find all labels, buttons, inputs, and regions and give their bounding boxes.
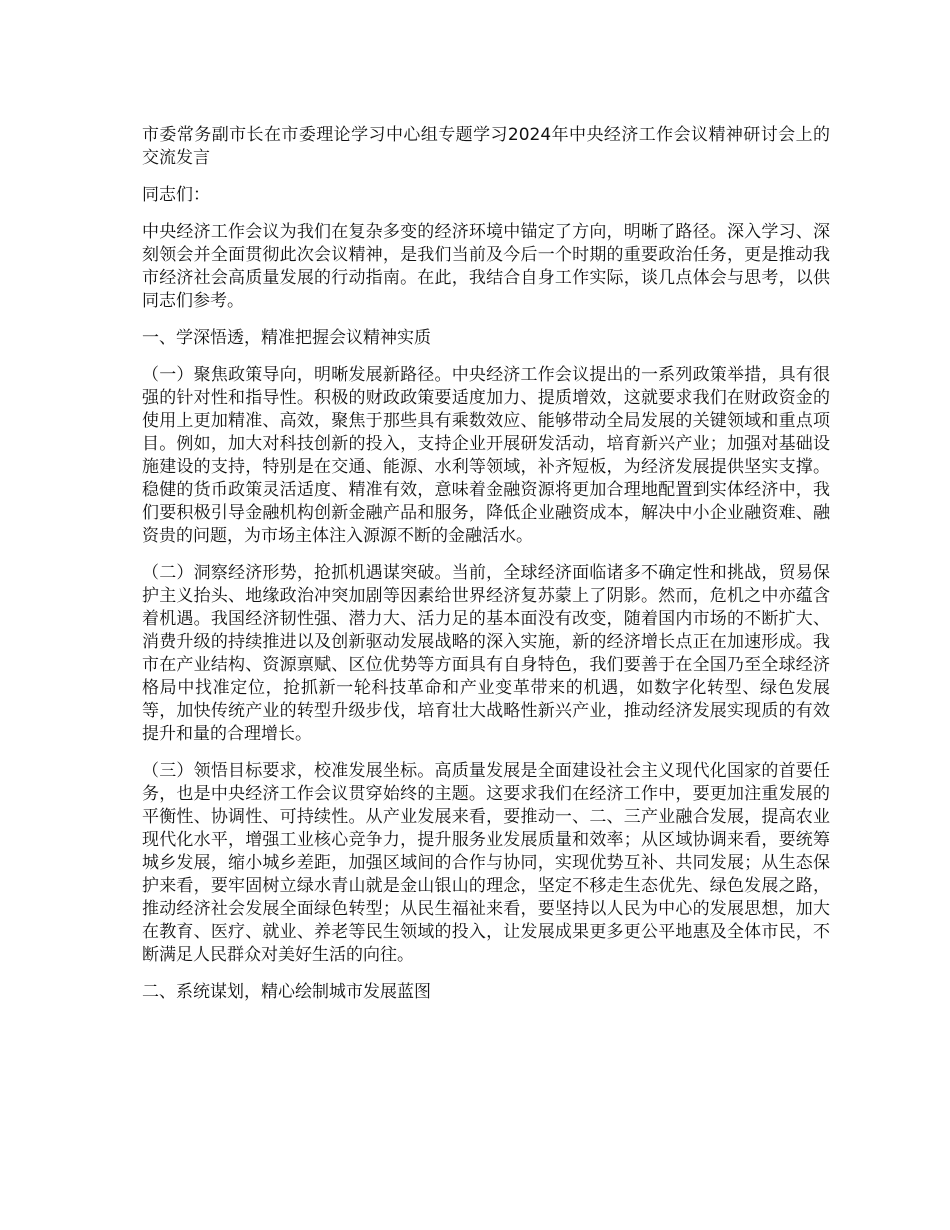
section-2-heading: 二、系统谋划，精心绘制城市发展蓝图 — [142, 982, 431, 1002]
intro-paragraph: 中央经济工作会议为我们在复杂多变的经济环境中锚定了方向，明晰了路径。深入学习、深刻领会并全面贯彻此次会议精神，是我们当前及今后一个时期的重要政治任务，更是推动我市经济社会高质量发展的行动指南。在此，我结合自身工作实际，谈几点体会与思考，以供同志们参考。 — [142, 222, 830, 311]
document-page — [142, 124, 830, 1018]
section-1-paragraph-1: （一）聚焦政策导向，明晰发展新路径。中央经济工作会议提出的一系列政策举措，具有很强的针对性和指导性。积极的财政政策要适度加力、提质增效，这就要求我们在财政资金的使用上更加精准、高效，聚焦于那些具有乘数效应、能够带动全局发展的关键领域和重点项目。例如，加大对科技创新的投入，支持企业开展研发活动，培育新兴产业；加强对基础设施建设的支持，特别是在交通、能源、水利等领域，补齐短板，为经济发展提供坚实支撑。稳健的货币政策灵活适度、精准有效，意味着金融资源将更加合理地配置到实体经济中，我们要积极引导金融机构创新金融产品和服务，降低企业融资成本，解决中小企业融资难、融资贵的问题，为市场主体注入源源不断的金融活水。 — [142, 365, 830, 546]
section-1-paragraph-3: （三）领悟目标要求，校准发展坐标。高质量发展是全面建设社会主义现代化国家的首要任务，也是中央经济工作会议贯穿始终的主题。这要求我们在经济工作中，要更加注重发展的平衡性、协调性、可持续性。从产业发展来看，要推动一、二、三产业融合发展，提高农业现代化水平，增强工业核心竞争力，提升服务业发展质量和效率；从区域协调来看，要统筹城乡发展，缩小城乡差距，加强区域间的合作与协同，实现优势互补、共同发展；从生态保护来看，要牢固树立绿水青山就是金山银山的理念，坚定不移走生态优先、绿色发展之路，推动经济社会发展全面绿色转型；从民生福祉来看，要坚持以人民为中心的发展思想，加大在教育、医疗、就业、养老等民生领域的投入，让发展成果更多更公平地惠及全体市民，不断满足人民群众对美好生活的向往。 — [142, 761, 830, 965]
section-1-heading: 一、学深悟透，精准把握会议精神实质 — [142, 328, 431, 348]
greeting: 同志们： — [142, 185, 210, 205]
document-title: 市委常务副市长在市委理论学习中心组专题学习2024年中央经济工作会议精神研讨会上的交流发言 — [142, 125, 830, 168]
section-1-paragraph-2: （二）洞察经济形势，抢抓机遇谋突破。当前，全球经济面临诸多不确定性和挑战，贸易保护主义抬头、地缘政治冲突加剧等因素给世界经济复苏蒙上了阴影。然而，危机之中亦蕴含着机遇。我国经济韧性强、潜力大、活力足的基本面没有改变，随着国内市场的不断扩大、消费升级的持续推进以及创新驱动发展战略的深入实施，新的经济增长点正在加速形成。我市在产业结构、资源禀赋、区位优势等方面具有自身特色，我们要善于在全国乃至全球经济格局中找准定位，抢抓新一轮科技革命和产业变革带来的机遇，如数字化转型、绿色发展等，加快传统产业的转型升级步伐，培育壮大战略性新兴产业，推动经济发展实现质的有效提升和量的合理增长。 — [142, 563, 830, 744]
